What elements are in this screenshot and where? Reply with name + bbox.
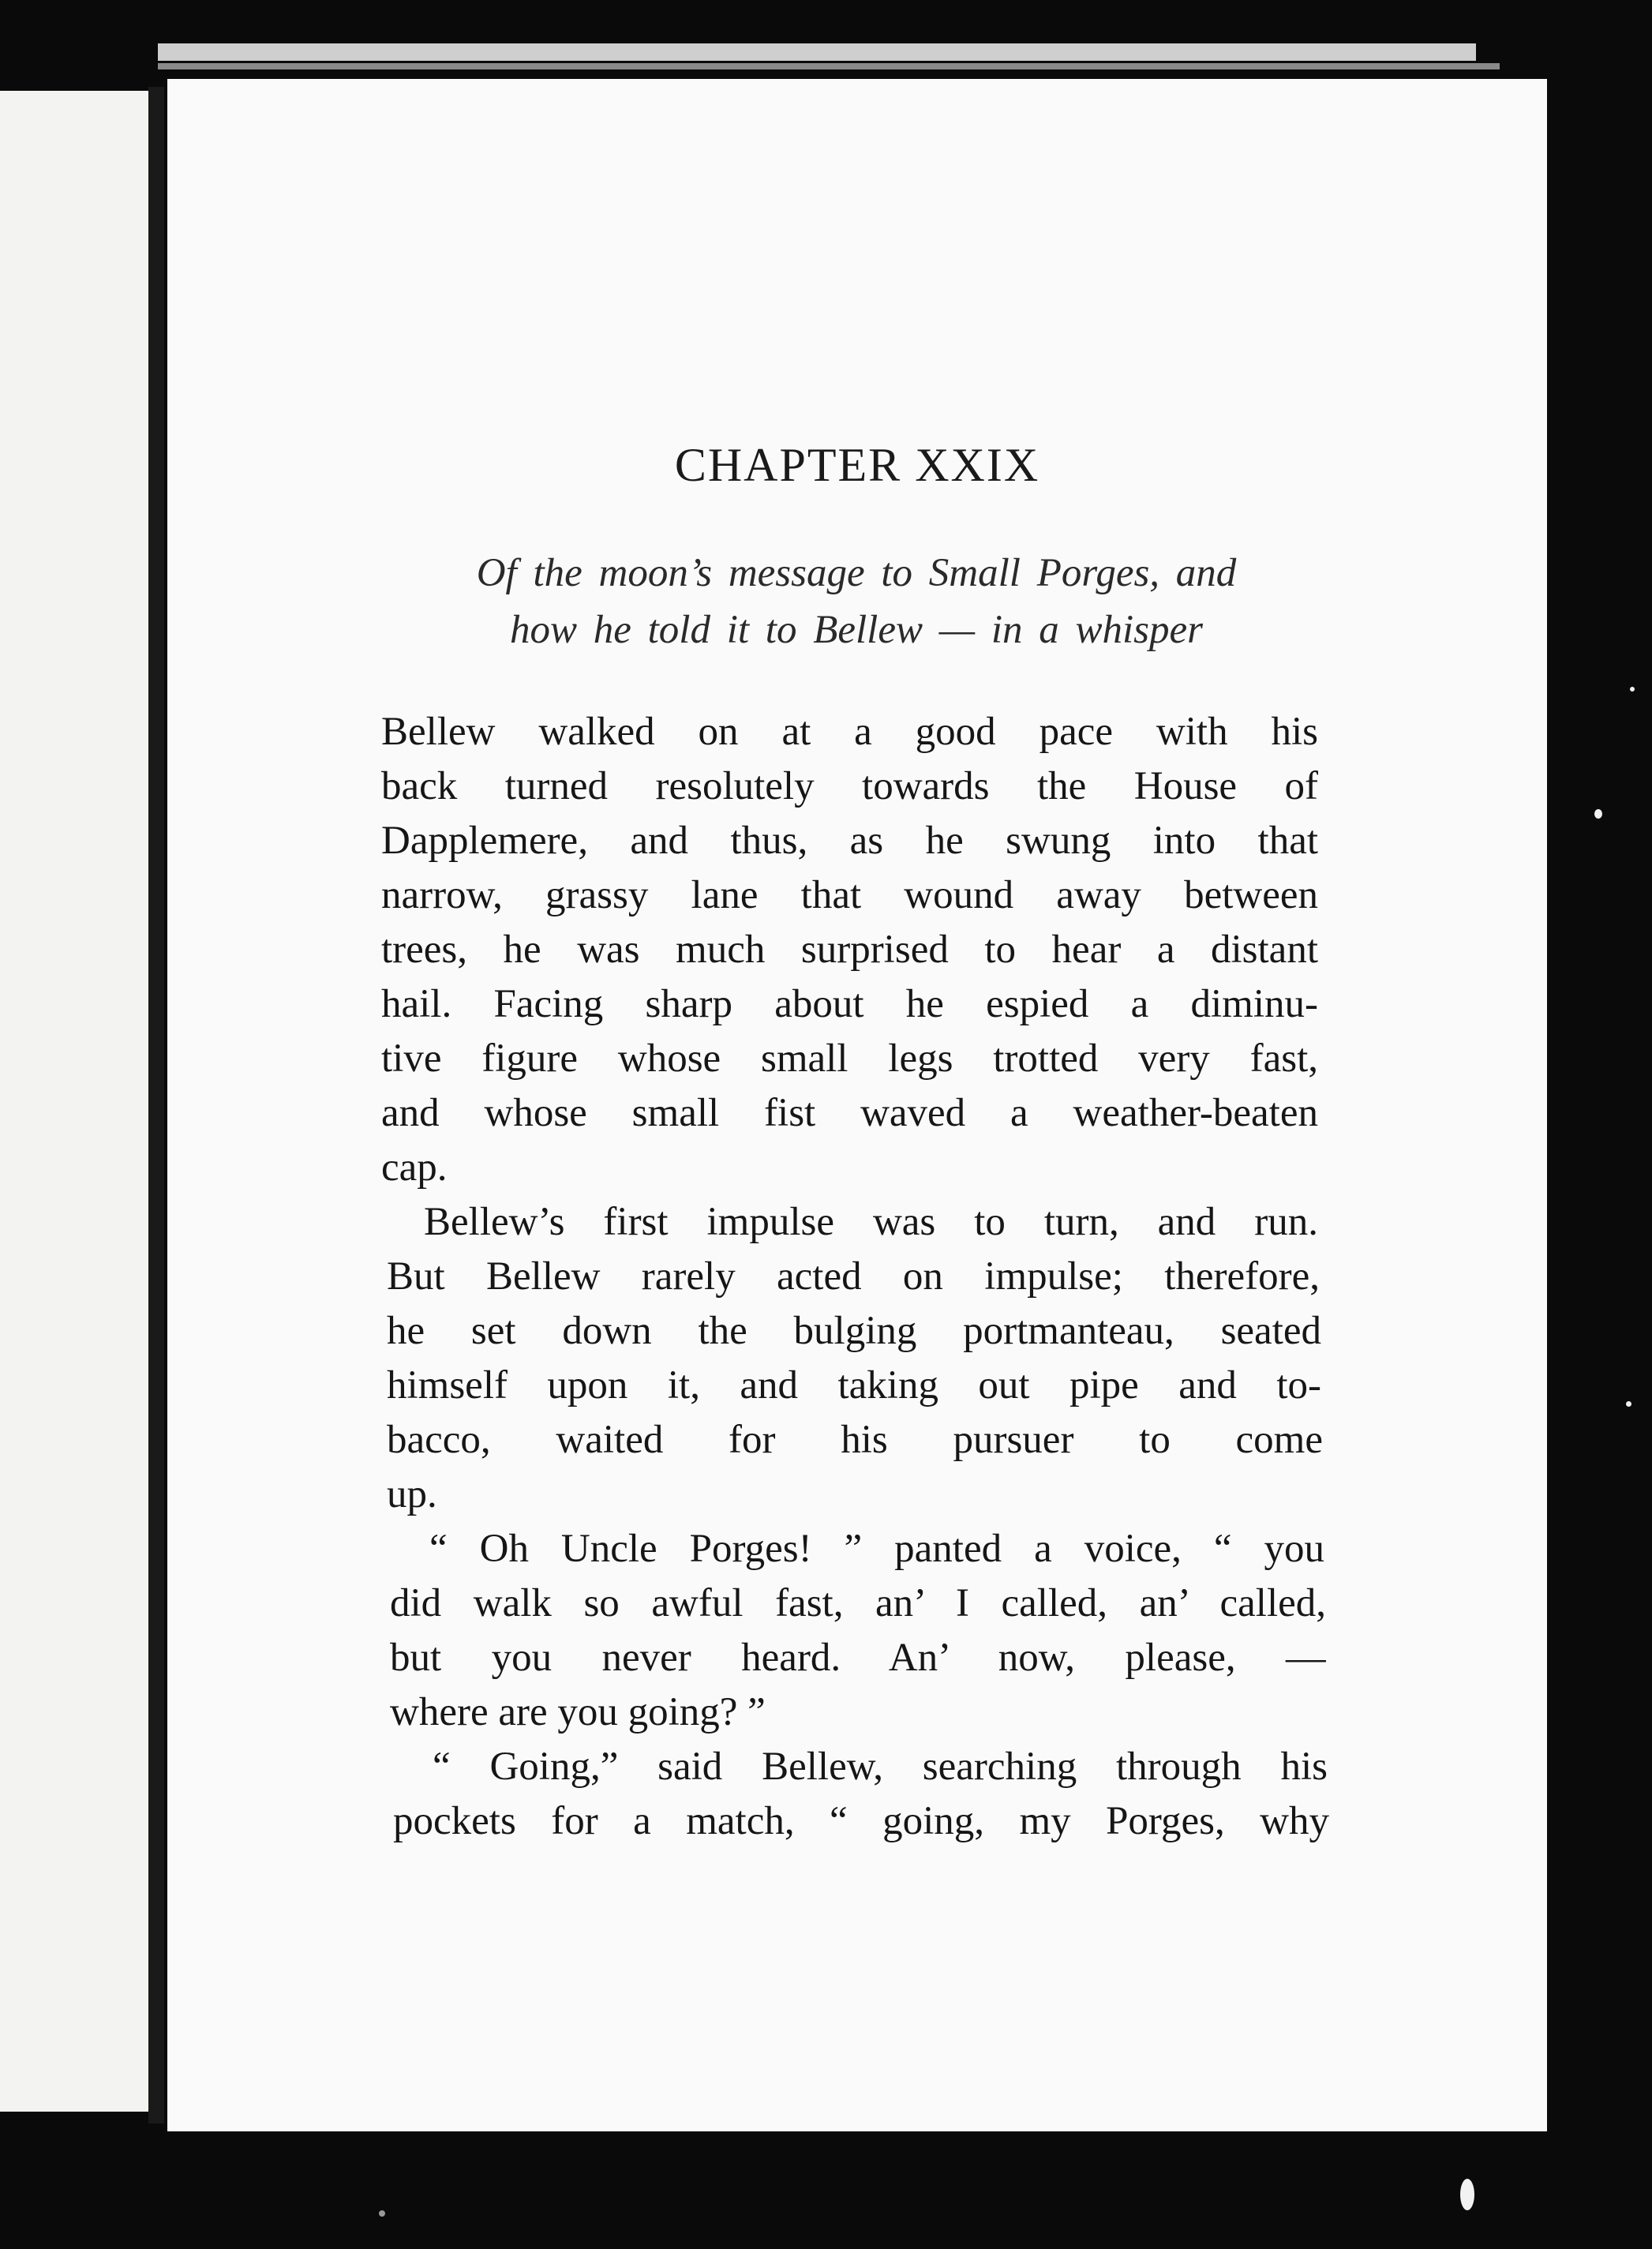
left-page [0, 91, 148, 2112]
body-line: pockets for a match, “ going, my Porges, why [393, 1799, 1329, 1843]
chapter-subtitle-line: how he told it to Bellew — in a whisper [509, 608, 1204, 652]
body-line: Dapplemere, and thus, as he swung into that [381, 819, 1318, 863]
body-line: and whose small fist waved a weather-beaten [381, 1091, 1318, 1135]
body-line: “ Oh Uncle Porges! ” panted a voice, “ you [429, 1527, 1324, 1571]
chapter-subtitle [371, 545, 1342, 658]
body-line: where are you going? ” [390, 1690, 766, 1734]
book-top-edge [158, 43, 1476, 61]
body-line: but you never heard. An’ now, please, — [390, 1636, 1326, 1680]
body-line: Bellew walked on at a good pace with his [381, 710, 1318, 754]
body-line: Bellew’s first impulse was to turn, and run. [424, 1200, 1318, 1244]
scan-speck [1630, 687, 1635, 692]
book-gutter [148, 87, 164, 2123]
book-top-edge-shadow [158, 63, 1500, 69]
body-line: himself upon it, and taking out pipe and to- [387, 1363, 1321, 1407]
body-line: bacco, waited for his pursuer to come [387, 1418, 1323, 1462]
body-line: narrow, grassy lane that wound away between [381, 873, 1318, 917]
scan-speck [379, 2210, 385, 2217]
scan-speck [1460, 2179, 1474, 2210]
chapter-subtitle-line: Of the moon’s message to Small Porges, and [476, 551, 1237, 595]
body-line: But Bellew rarely acted on impulse; therefore, [387, 1254, 1320, 1299]
body-line: hail. Facing sharp about he espied a diminu- [381, 982, 1318, 1026]
scan-speck [1594, 809, 1602, 819]
body-line: up. [387, 1472, 437, 1516]
body-line: trees, he was much surprised to hear a distant [381, 928, 1318, 972]
body-line: tive figure whose small legs trotted very fast, [381, 1036, 1318, 1081]
body-line: he set down the bulging portmanteau, seated [387, 1309, 1321, 1353]
chapter-heading: CHAPTER XXIX [674, 439, 1040, 491]
body-line: back turned resolutely towards the House of [381, 764, 1318, 808]
body-line: did walk so awful fast, an’ I called, an’ called, [390, 1581, 1326, 1625]
body-line: “ Going,” said Bellew, searching through his [433, 1745, 1328, 1789]
scan-speck [1626, 1401, 1631, 1407]
body-line: cap. [381, 1145, 448, 1190]
